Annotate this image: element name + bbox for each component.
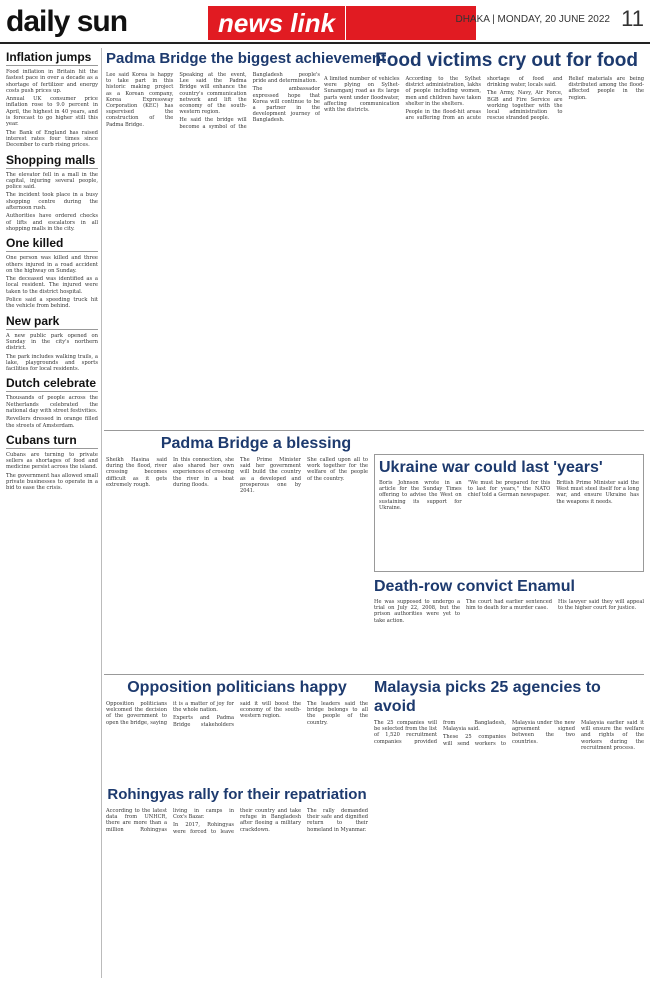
brief — [6, 236, 98, 309]
article-paragraph: He was supposed to undergo a trial on July 22, 2008, but the prison authorities were yet to take action. — [374, 599, 460, 624]
brief-paragraph: Annual UK consumer price inflation rose to 9.0 percent in April, the highest in 40 years, and is forecast to go higher still this year. — [6, 96, 98, 128]
article-body — [374, 720, 644, 994]
article-headline: Death-row convict Enamul — [374, 578, 575, 595]
section-divider — [104, 674, 644, 675]
article-paragraph: The Prime Minister said her government will build the country as a developed and prosperous one by 2041. — [240, 457, 301, 495]
article-paragraph: Boris Johnson wrote in an article for the Sunday Times offering to advise the West on sustaining its support for Ukraine. — [379, 480, 462, 511]
article-body — [374, 599, 644, 669]
article-paragraph: He said the bridge will become a symbol of the Bangladesh people's pride and determination. — [179, 72, 320, 130]
brief — [6, 376, 98, 428]
brief-body — [6, 333, 98, 373]
brief — [6, 433, 98, 492]
article-paragraph: A limited number of vehicles were plying on Sylhet-Sunamganj road as its large parts went under floodwater, affecting communication with the districts. — [324, 76, 400, 114]
article-padma-blessing — [106, 434, 368, 670]
article-body — [106, 808, 368, 976]
article-paragraph: British Prime Minister said the West must steel itself for a long war, and ensure Ukraine has the weapons it needs. — [556, 480, 639, 505]
article-headline: Opposition politicians happy — [127, 679, 347, 696]
article-headline: Food victims cry out for food — [375, 50, 638, 71]
brief-paragraph: Revellers dressed in orange filled the streets of Amsterdam. — [6, 416, 98, 429]
brief-body — [6, 172, 98, 233]
brief-paragraph: The incident took place in a busy shopping centre during the afternoon rush. — [6, 192, 98, 212]
brief-headline: One killed — [6, 236, 98, 252]
article-paragraph: The Army, Navy, Air Force, BGB and Fire Service are working together with the local administration to rescue stranded people. — [487, 90, 563, 122]
article-paragraph: The ambassador expressed hope that Korea will continue to be a partner in the development journey of Bangladesh. — [252, 86, 320, 124]
briefs-column — [6, 48, 98, 978]
brief-paragraph: Police said a speeding truck hit the vehicle from behind. — [6, 297, 98, 310]
article-paragraph: The court had earlier sentenced him to death for a murder case. — [466, 599, 552, 612]
section-title: news link — [208, 6, 345, 40]
masthead — [0, 0, 650, 44]
masthead-city: DHAKA — [455, 14, 490, 25]
column-divider — [101, 48, 102, 978]
article-body — [324, 76, 644, 422]
article-paragraph: Experts and Padma Bridge stakeholders said it will boost the economy of the south-western region. — [173, 701, 301, 728]
brief — [6, 50, 98, 149]
article-paragraph: These 25 companies will send workers to Malaysia under the new agreement signed between the two countries. — [443, 720, 575, 747]
masthead-date: MONDAY, 20 JUNE 2022 — [497, 14, 610, 25]
article-paragraph: She called upon all to work together for the welfare of the people of the country. — [307, 457, 368, 482]
brief-headline: Shopping malls — [6, 153, 98, 169]
article-paragraph: People in the flood-hit areas are suffering from an acute shortage of food and drinking water, locals said. — [405, 76, 563, 122]
brief-paragraph: Cubans are turning to private sellers as shortages of food and medicine persist across the island. — [6, 451, 98, 471]
newspaper-logo: daily sun — [6, 5, 128, 38]
article-paragraph: Lee said Korea is happy to take part in this historic making project as a Korean company, Korea Expressway Corporation (KEC) has supervised the construction of the Padma Bridge. — [106, 72, 174, 128]
article-paragraph: According to the Sylhet district administration, lakhs of people including women, men and children have taken shelter in the shelters. — [405, 76, 481, 107]
article-paragraph: Relief materials are being distributed among the flood-affected people in the region. — [568, 76, 644, 101]
brief-paragraph: The park includes walking trails, a lake, playgrounds and sports facilities for local residents. — [6, 353, 98, 373]
article-paragraph: Malaysia earlier said it will ensure the welfare and rights of the workers during the recruitment process. — [581, 720, 644, 751]
brief-paragraph: The Bank of England has raised interest rates four times since December to curb rising prices. — [6, 129, 98, 149]
article-paragraph: The leaders said the bridge belongs to all the people of the country. — [307, 701, 368, 726]
article-ukraine-war — [374, 454, 644, 572]
article-headline: Malaysia picks 25 agencies to avoid — [374, 679, 601, 715]
brief-paragraph: The elevator fell in a mall in the capital, injuring several people, police said. — [6, 171, 98, 191]
brief-headline: Dutch celebrate — [6, 376, 97, 391]
brief-body — [6, 395, 98, 428]
article-opposition-politicians — [106, 678, 368, 784]
article-headline: Padma Bridge the biggest achievement — [106, 50, 387, 67]
brief-body — [6, 255, 98, 309]
article-paragraph: According to the latest data from UNHCR, there are more than a million Rohingyas living in camps in Cox's Bazar. — [106, 808, 234, 833]
brief-headline: Inflation jumps — [6, 50, 98, 66]
article-rohingyas-rally — [106, 786, 368, 978]
article-paragraph: In 2017, Rohingyas were forced to leave their country and take refuge in Bangladesh after fleeing a military crackdown. — [173, 808, 301, 835]
brief-headline: Cubans turn — [6, 433, 98, 449]
brief-paragraph: The deceased was identified as a local resident. The injured were taken to the district hospital. — [6, 276, 98, 295]
article-paragraph: The 25 companies will be selected from the list of 1,520 recruitment companies provided from Bangladesh, Malaysia said. — [374, 720, 506, 745]
article-flood-victims — [324, 50, 644, 426]
brief-paragraph: Authorities have ordered checks of lifts and escalators in all shopping malls in the city. — [6, 213, 98, 232]
article-paragraph: The rally demanded their safe and dignified return to their homeland in Myanmar. — [307, 808, 368, 833]
article-paragraph: In this connection, she also shared her own experiences of crossing the river in a boat during floods. — [173, 457, 234, 488]
page-number: 11 — [621, 6, 644, 31]
brief-paragraph: A new public park opened on Sunday in the city's northern district. — [6, 332, 98, 352]
article-body — [379, 480, 639, 568]
article-malaysia-agencies — [374, 678, 644, 978]
article-headline: Padma Bridge a blessing — [160, 435, 352, 452]
brief-paragraph: Thousands of people across the Netherlands celebrated the national day with street festivities. — [6, 395, 98, 414]
article-headline: Ukraine war could last 'years' — [379, 459, 603, 476]
article-body — [106, 701, 368, 783]
brief-headline: New park — [6, 314, 98, 330]
brief-paragraph: Food inflation in Britain hit the fastest pace in over a decade as a shortage of fertilizer and energy costs push prices up. — [6, 69, 98, 94]
section-divider — [104, 430, 644, 431]
article-body — [106, 72, 320, 422]
brief-body — [6, 69, 98, 149]
brief-paragraph: The government has allowed small private businesses to operate in a bid to ease the crisis. — [6, 472, 98, 492]
article-body — [106, 457, 368, 669]
article-death-row-convict — [374, 578, 644, 670]
article-paragraph: Speaking at the event, Lee said the Padma Bridge will enhance the country's communication network and lift the economy of the south-western region. — [179, 72, 247, 116]
article-headline: Rohingyas rally for their repatriation — [107, 786, 367, 803]
article-paragraph: His lawyer said they will appeal to the higher court for justice. — [558, 599, 644, 612]
masthead-meta: DHAKA | MONDAY, 20 JUNE 2022 — [455, 14, 610, 25]
article-paragraph: Opposition politicians welcomed the decision of the government to open the bridge, saying it is a matter of joy for the whole nation. — [106, 701, 234, 726]
brief-body — [6, 452, 98, 492]
brief — [6, 153, 98, 233]
article-paragraph: "We must be prepared for this to last for years," the NATO chief told a German newspaper. — [467, 480, 551, 499]
article-paragraph: Sheikh Hasina said during the flood, river crossing becomes difficult as it gets extremely rough. — [106, 457, 167, 488]
brief-paragraph: One person was killed and three others injured in a road accident on the highway on Sunday. — [6, 255, 98, 274]
brief — [6, 314, 98, 373]
